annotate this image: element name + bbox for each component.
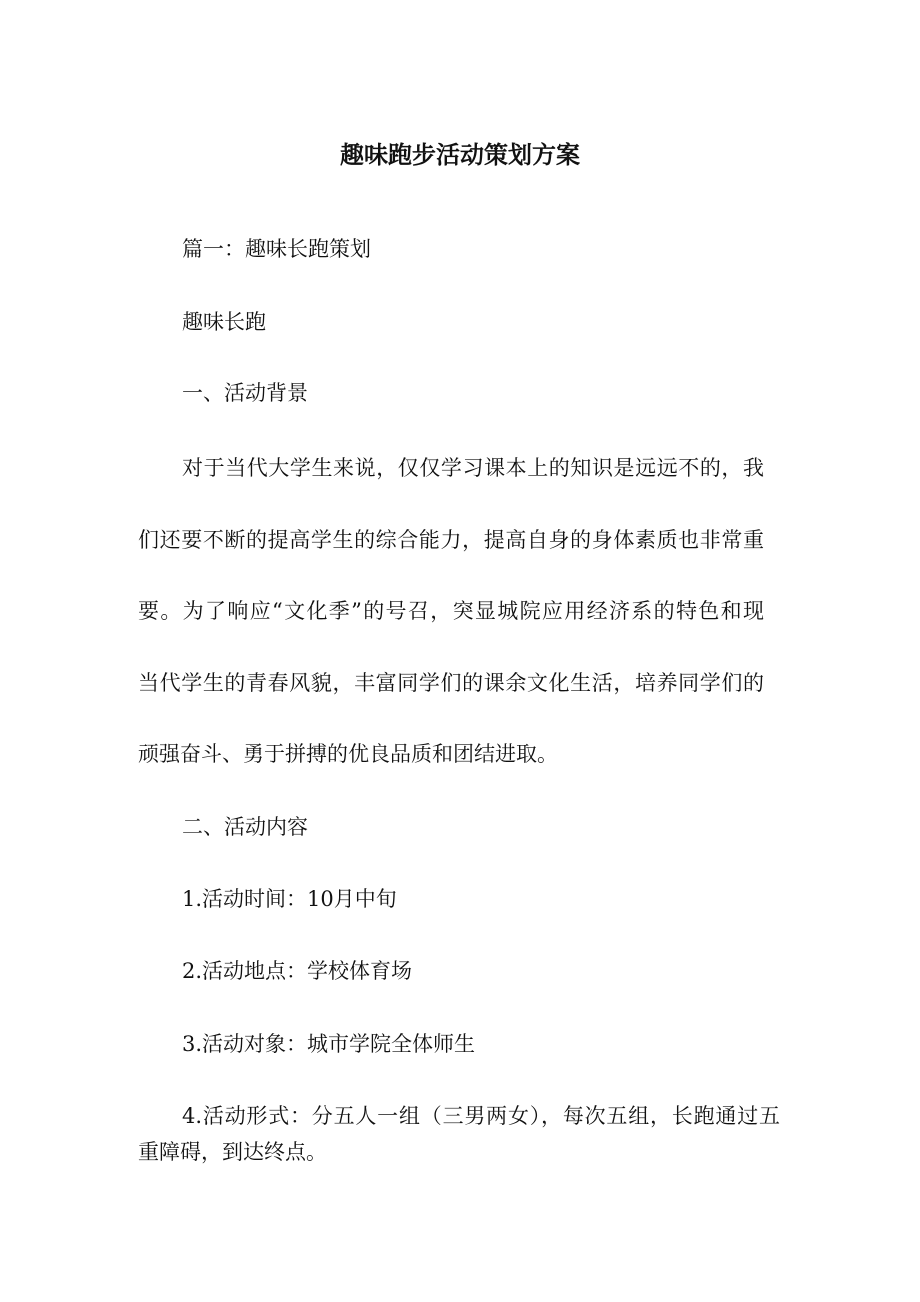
paragraph-line: 顽强奋斗、勇于拼搏的优良品质和团结进取。	[138, 742, 558, 766]
list-item-format-cont: 重障碍，到达终点。	[138, 1140, 327, 1164]
section-heading: 篇一：趣味长跑策划	[182, 237, 371, 261]
list-item-format: 4.活动形式：分五人一组（三男两女），每次五组，长跑通过五	[182, 1104, 780, 1128]
list-item-place: 2.活动地点：学校体育场	[182, 959, 413, 983]
paragraph-line: 当代学生的青春风貌，丰富同学们的课余文化生活，培养同学们的	[138, 671, 764, 695]
heading-background: 一、活动背景	[182, 381, 308, 405]
document-title: 趣味跑步活动策划方案	[340, 140, 580, 169]
heading-content: 二、活动内容	[182, 815, 308, 839]
paragraph-line: 对于当代大学生来说，仅仅学习课本上的知识是远远不的，我	[182, 456, 764, 480]
paragraph-line: 要。为了响应“文化季”的号召，突显城院应用经济系的特色和现	[138, 599, 764, 623]
subtitle: 趣味长跑	[182, 310, 266, 334]
list-item-audience: 3.活动对象：城市学院全体师生	[182, 1032, 476, 1056]
list-item-time: 1.活动时间：10月中旬	[182, 887, 397, 911]
paragraph-line: 们还要不断的提高学生的综合能力，提高自身的身体素质也非常重	[138, 528, 764, 552]
